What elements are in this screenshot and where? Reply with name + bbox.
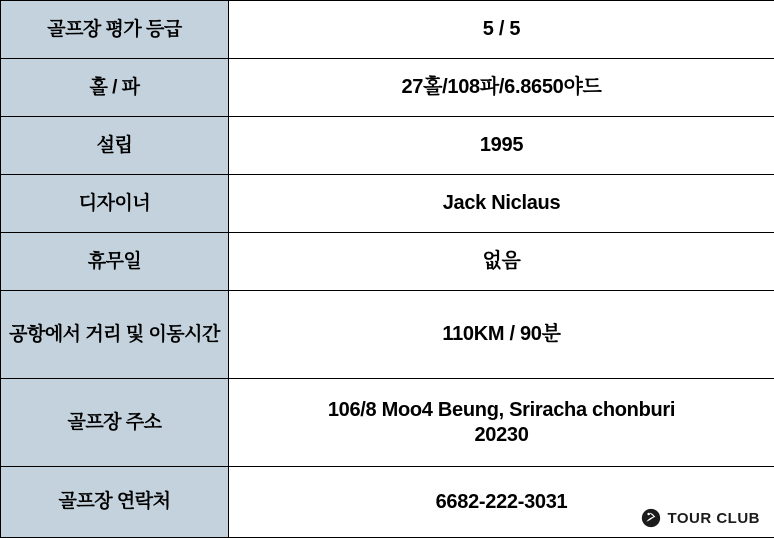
value-line: 6682-222-3031 <box>435 490 568 513</box>
table-row <box>1 175 774 233</box>
value-line: 20230 <box>474 423 529 446</box>
value-line: 없음 <box>482 250 521 272</box>
row-label-holes-par: 홀 / 파 <box>1 59 229 117</box>
label-line: 공항에서 거리 <box>9 323 122 345</box>
table-row <box>1 379 774 467</box>
value-line: 5 / 5 <box>482 18 521 40</box>
value-line: 106/8 Moo4 Beung, Sriracha chonburi <box>327 398 676 421</box>
row-label-closed-day: 휴무일 <box>1 233 229 291</box>
value-line: 110KM / 90분 <box>442 323 561 345</box>
value-line: 27홀/108파/6.8650야드 <box>401 76 602 98</box>
table-row <box>1 467 774 538</box>
row-label-airport-distance <box>1 291 229 379</box>
table-row <box>1 117 774 175</box>
row-label-designer: 디자이너 <box>1 175 229 233</box>
row-label-contact: 골프장 연락처 <box>1 467 229 538</box>
row-value-rating <box>229 1 774 59</box>
row-value-address <box>229 379 774 467</box>
label-line: 및 이동시간 <box>125 323 220 345</box>
table-row <box>1 233 774 291</box>
row-value-designer <box>229 175 774 233</box>
row-value-established <box>229 117 774 175</box>
value-line: 1995 <box>479 134 524 156</box>
row-label-rating: 골프장 평가 등급 <box>1 1 229 59</box>
table-row <box>1 1 774 59</box>
brand-name: TOUR CLUB <box>667 509 760 527</box>
row-value-closed-day <box>229 233 774 291</box>
value-line: Jack Niclaus <box>442 192 561 214</box>
row-value-contact <box>229 467 774 538</box>
row-value-holes-par <box>229 59 774 117</box>
table-row <box>1 59 774 117</box>
row-label-established: 설립 <box>1 117 229 175</box>
row-label-address: 골프장 주소 <box>1 379 229 467</box>
row-value-airport-distance <box>229 291 774 379</box>
table-row <box>1 291 774 379</box>
